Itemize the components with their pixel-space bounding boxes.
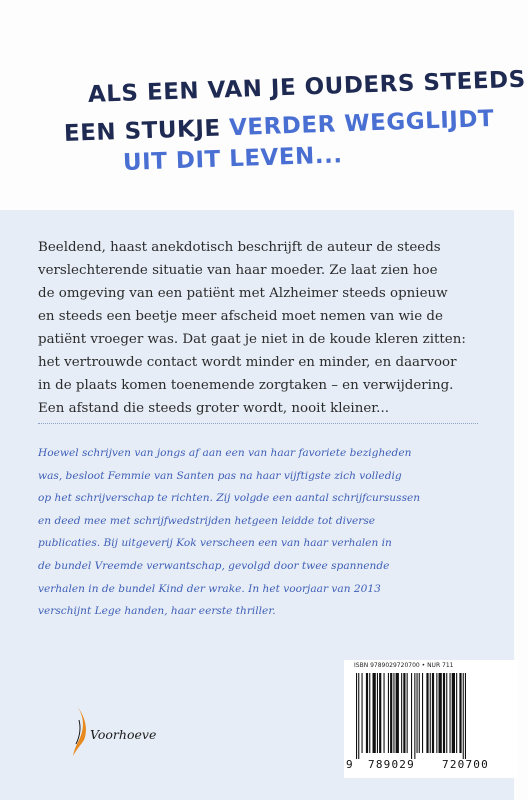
barcode-bar bbox=[436, 673, 437, 753]
barcode-bar bbox=[456, 673, 457, 753]
barcode-bar bbox=[407, 673, 408, 753]
blurb-line: in de plaats komen toenemende zorgtaken – en verwijdering. bbox=[38, 378, 454, 393]
barcode-bar bbox=[369, 673, 370, 753]
barcode-bar bbox=[459, 673, 461, 753]
publisher-name: Voorhoeve bbox=[90, 727, 157, 742]
blurb-line: het vertrouwde contact wordt minder en minder, en daarvoor bbox=[38, 355, 457, 370]
blurb-line: en steeds een beetje meer afscheid moet nemen van wie de bbox=[38, 309, 443, 324]
dotted-divider bbox=[38, 423, 478, 424]
headline-line-2-accent: VERDER WEGGLIJDT bbox=[228, 105, 495, 142]
blurb-line: Een afstand die steeds groter wordt, nooit kleiner... bbox=[38, 401, 389, 416]
barcode-bar bbox=[377, 673, 378, 753]
isbn-digit-first: 9 bbox=[346, 758, 353, 771]
barcode-bar bbox=[401, 673, 402, 753]
bio-line: publicaties. Bij uitgeverij Kok verscheen een van haar verhalen in bbox=[38, 537, 392, 550]
bio-line: op het schrijverschap te richten. Zij volgde een aantal schrijfcursussen bbox=[38, 492, 421, 505]
barcode-bar bbox=[403, 673, 405, 753]
blurb-line: Beeldend, haast anekdotisch beschrijft de auteur de steeds bbox=[38, 240, 441, 255]
headline bbox=[0, 0, 528, 200]
barcode-bar bbox=[414, 673, 415, 759]
bio-line: de bundel Vreemde verwantschap, gevolgd door twee spannende bbox=[38, 559, 390, 572]
blurb-line: de omgeving van een patiënt met Alzheimer steeds opnieuw bbox=[38, 286, 448, 301]
barcode bbox=[344, 660, 518, 778]
barcode-bar bbox=[452, 673, 455, 753]
isbn-digits-left: 789029 bbox=[368, 758, 415, 771]
headline-line-2-start: EEN STUKJE bbox=[63, 115, 230, 147]
barcode-bar bbox=[379, 673, 381, 753]
barcode-bar bbox=[430, 673, 431, 753]
quill-logo-icon bbox=[68, 700, 90, 760]
barcode-bar bbox=[393, 673, 394, 753]
barcode-bar bbox=[390, 673, 392, 753]
headline-line-2 bbox=[64, 106, 495, 147]
isbn-digits-right: 720700 bbox=[442, 758, 489, 771]
bio-line: verschijnt Lege handen, haar eerste thriller. bbox=[38, 605, 276, 618]
author-bio bbox=[38, 442, 498, 623]
barcode-bar bbox=[388, 673, 389, 753]
barcode-bar bbox=[358, 673, 359, 759]
barcode-bar bbox=[465, 673, 466, 759]
barcode-bar bbox=[443, 673, 445, 753]
barcode-bar bbox=[384, 673, 385, 753]
barcode-bar bbox=[356, 673, 357, 759]
headline-line-1: ALS EEN VAN JE OUDERS STEEDS bbox=[87, 66, 527, 108]
barcode-bar bbox=[417, 673, 418, 753]
barcode-bar bbox=[439, 673, 442, 753]
blurb-line: patiënt vroeger was. Dat gaat je niet in de koude kleren zitten: bbox=[38, 332, 466, 347]
publisher-logo bbox=[68, 700, 208, 760]
barcode-bar bbox=[373, 673, 376, 753]
barcode-bar bbox=[432, 673, 434, 753]
barcode-bar bbox=[362, 673, 363, 753]
isbn-label: ISBN 9789029720700 • NUR 711 bbox=[354, 662, 454, 669]
bio-line: en deed mee met schrijfwedstrijden hetgeen leidde tot diverse bbox=[38, 514, 376, 527]
headline-line-3: UIT DIT LEVEN... bbox=[122, 142, 343, 176]
blurb-line: verslechterende situatie van haar moeder. Ze laat zien hoe bbox=[38, 263, 438, 278]
bio-line: was, besloot Femmie van Santen pas na haar vijftigste zich volledig bbox=[38, 469, 402, 482]
barcode-bars bbox=[354, 673, 510, 759]
barcode-bar bbox=[426, 673, 428, 753]
barcode-bar bbox=[450, 673, 451, 753]
barcode-bar bbox=[446, 673, 447, 753]
barcode-bar bbox=[422, 673, 423, 753]
blurb bbox=[38, 236, 498, 420]
barcode-bar bbox=[463, 673, 464, 759]
barcode-bar bbox=[366, 673, 368, 753]
barcode-bar bbox=[419, 673, 420, 753]
bio-line: verhalen in de bundel Kind der wrake. In het voorjaar van 2013 bbox=[38, 582, 381, 595]
barcode-bar bbox=[396, 673, 399, 753]
bio-line: Hoewel schrijven van jongs af aan een van haar favoriete bezigheden bbox=[38, 447, 412, 459]
barcode-bar bbox=[411, 673, 412, 759]
